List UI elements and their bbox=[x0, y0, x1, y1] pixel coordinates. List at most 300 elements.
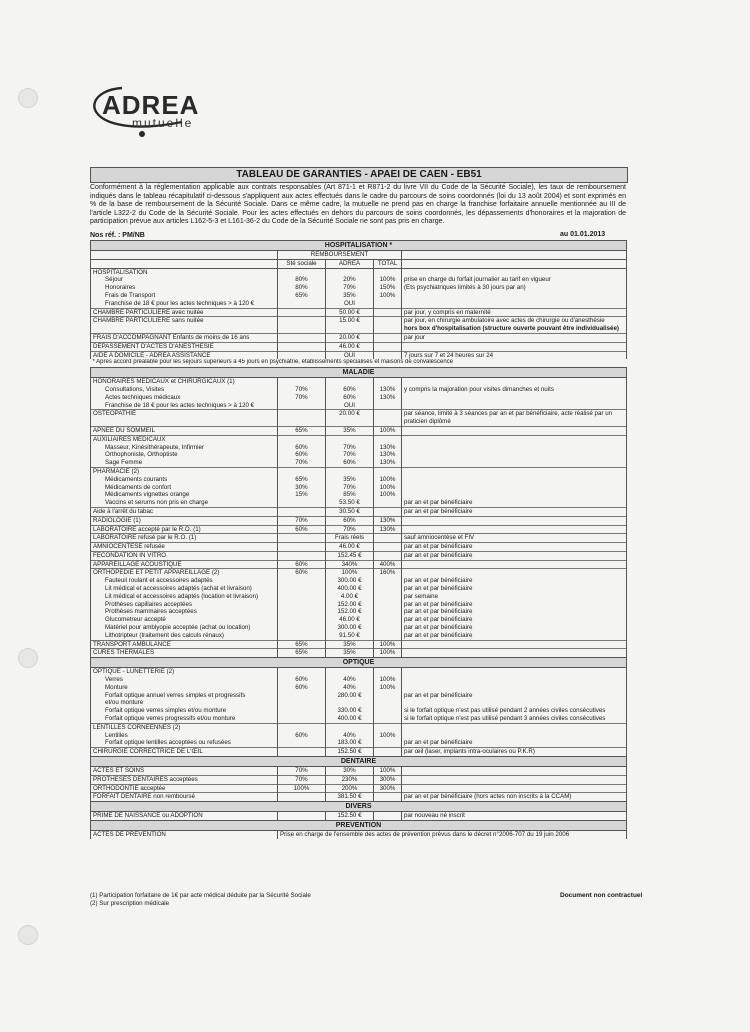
row-comment bbox=[402, 426, 627, 435]
total-rate: 100% bbox=[374, 276, 402, 284]
row-label: PRIME DE NAISSANCE ou ADOPTION bbox=[91, 812, 278, 821]
table-row bbox=[91, 616, 627, 624]
secu-rate bbox=[278, 378, 326, 386]
row-label: Aide à l'arrêt du tabac bbox=[91, 507, 278, 516]
adrea-rate: 20.00 € bbox=[326, 333, 374, 342]
row-comment bbox=[402, 775, 627, 784]
total-rate bbox=[374, 699, 402, 707]
secu-rate bbox=[278, 608, 326, 616]
adrea-rate: Frais réels bbox=[326, 534, 374, 543]
section-label: DENTAIRE bbox=[91, 757, 627, 767]
row-label: Matériel pour amblyopie acceptée (achat ou location) bbox=[91, 624, 278, 632]
row-label: APPAREILLAGE ACOUSTIQUE bbox=[91, 560, 278, 569]
secu-rate bbox=[278, 699, 326, 707]
secu-rate: 80% bbox=[278, 284, 326, 292]
punch-hole-bottom bbox=[18, 925, 38, 945]
row-comment: par an et par bénéficiaire bbox=[402, 616, 627, 624]
total-rate bbox=[374, 378, 402, 386]
row-comment bbox=[402, 640, 627, 649]
row-label: Franchise de 18 € pour les actes techniques > à 120 € bbox=[91, 402, 278, 410]
row-comment: (Ets psychiatriques limités à 30 jours par an) bbox=[402, 284, 627, 292]
total-rate bbox=[374, 351, 402, 359]
adrea-rate: 400.00 € bbox=[326, 585, 374, 593]
secu-rate bbox=[278, 739, 326, 747]
table-row bbox=[91, 723, 627, 731]
total-rate: 100% bbox=[374, 640, 402, 649]
row-label: Forfait optique verres progressifs et/ou monture bbox=[91, 715, 278, 723]
adrea-rate: 30.50 € bbox=[326, 507, 374, 516]
adrea-rate: 280.00 € bbox=[326, 692, 374, 700]
secu-rate bbox=[278, 308, 326, 317]
adrea-rate: 230% bbox=[326, 775, 374, 784]
table-row bbox=[91, 333, 627, 342]
row-comment bbox=[402, 268, 627, 276]
logo-subtitle: mutuelle bbox=[132, 116, 194, 130]
table-row bbox=[91, 640, 627, 649]
adrea-rate: 40% bbox=[326, 684, 374, 692]
adrea-rate bbox=[326, 723, 374, 731]
secu-rate: 70% bbox=[278, 459, 326, 467]
adrea-rate: ADREA bbox=[326, 259, 374, 268]
table-row bbox=[91, 775, 627, 784]
table-row bbox=[91, 649, 627, 658]
row-comment bbox=[402, 476, 627, 484]
total-rate bbox=[374, 418, 402, 426]
row-label: Franchise de 18 € pour les actes techniques > à 120 € bbox=[91, 300, 278, 308]
table-row bbox=[91, 459, 627, 467]
table-row bbox=[91, 426, 627, 435]
row-comment: prise en charge du forfait journalier au tarif en vigueur bbox=[402, 276, 627, 284]
adrea-rate: 152.50 € bbox=[326, 812, 374, 821]
adrea-rate: 152.00 € bbox=[326, 601, 374, 609]
secu-rate bbox=[278, 325, 326, 333]
section-header bbox=[91, 757, 627, 767]
table-row bbox=[91, 491, 627, 499]
table-row bbox=[91, 516, 627, 525]
adrea-rate: 30% bbox=[326, 767, 374, 776]
table-note bbox=[91, 359, 627, 367]
page-title: TABLEAU DE GARANTIES - APAEI DE CAEN - EB51 bbox=[90, 167, 628, 183]
table-row bbox=[91, 410, 627, 418]
secu-rate bbox=[278, 812, 326, 821]
total-rate bbox=[374, 317, 402, 325]
secu-rate: 70% bbox=[278, 775, 326, 784]
adrea-rate: 4.00 € bbox=[326, 593, 374, 601]
table-row bbox=[91, 732, 627, 740]
row-label: Forfait optique verres simples et/ou monture bbox=[91, 707, 278, 715]
secu-rate bbox=[278, 268, 326, 276]
row-comment: par œil (laser, implants intra-oculaires ou P.K.R) bbox=[402, 748, 627, 757]
total-rate bbox=[374, 616, 402, 624]
total-rate bbox=[374, 739, 402, 747]
adrea-rate: 152.45 € bbox=[326, 551, 374, 560]
total-rate bbox=[374, 793, 402, 802]
row-comment bbox=[402, 459, 627, 467]
total-rate bbox=[374, 300, 402, 308]
row-comment: y compris la majoration pour visites dimanches et nuits bbox=[402, 386, 627, 394]
row-label bbox=[91, 251, 278, 260]
section-label: OPTIQUE bbox=[91, 658, 627, 668]
adrea-rate: 152.50 € bbox=[326, 748, 374, 757]
total-rate bbox=[374, 410, 402, 418]
secu-rate bbox=[278, 507, 326, 516]
table-row bbox=[91, 585, 627, 593]
adrea-rate bbox=[326, 268, 374, 276]
table-row bbox=[91, 386, 627, 394]
row-label: Glucometreur accepté bbox=[91, 616, 278, 624]
total-rate bbox=[374, 668, 402, 676]
secu-rate: 30% bbox=[278, 484, 326, 492]
row-label: DEPASSEMENT D'ACTES D'ANESTHESIE bbox=[91, 342, 278, 351]
adrea-rate: 60% bbox=[326, 459, 374, 467]
row-label: Vaccins et serums non pris en charge bbox=[91, 499, 278, 507]
total-rate bbox=[374, 692, 402, 700]
row-comment bbox=[402, 676, 627, 684]
total-rate: 100% bbox=[374, 649, 402, 658]
row-label: FORFAIT DENTAIRE non remboursé bbox=[91, 793, 278, 802]
total-rate bbox=[374, 333, 402, 342]
total-rate: 100% bbox=[374, 426, 402, 435]
total-rate: 100% bbox=[374, 292, 402, 300]
row-comment: par jour, y compris en maternité bbox=[402, 308, 627, 317]
table-row bbox=[91, 767, 627, 776]
row-comment bbox=[402, 484, 627, 492]
secu-rate: 15% bbox=[278, 491, 326, 499]
row-comment: par an et par bénéficiaire bbox=[402, 692, 627, 700]
table-row bbox=[91, 525, 627, 534]
section-header bbox=[91, 658, 627, 668]
adrea-rate: 70% bbox=[326, 451, 374, 459]
row-label: Orthophoniste, Orthoptiste bbox=[91, 451, 278, 459]
adrea-rate: 70% bbox=[326, 484, 374, 492]
row-comment bbox=[402, 259, 627, 268]
section-header bbox=[91, 802, 627, 812]
row-comment bbox=[402, 451, 627, 459]
secu-rate bbox=[278, 715, 326, 723]
row-comment: par an et par bénéficiaire bbox=[402, 632, 627, 640]
secu-rate: 60% bbox=[278, 451, 326, 459]
adrea-rate: 60% bbox=[326, 386, 374, 394]
row-comment: par an et par bénéficiaire bbox=[402, 585, 627, 593]
row-comment bbox=[402, 784, 627, 793]
adrea-rate: 330.00 € bbox=[326, 707, 374, 715]
adrea-rate: 60% bbox=[326, 516, 374, 525]
table-row bbox=[91, 577, 627, 585]
adrea-rate: 35% bbox=[326, 292, 374, 300]
table-row bbox=[91, 378, 627, 386]
secu-rate bbox=[278, 668, 326, 676]
secu-rate: 60% bbox=[278, 732, 326, 740]
footnote-2: (2) Sur prescription médicale bbox=[90, 899, 170, 907]
table-row bbox=[91, 284, 627, 292]
table-row bbox=[91, 608, 627, 616]
footnotes bbox=[90, 892, 311, 907]
adrea-rate: 70% bbox=[326, 525, 374, 534]
total-rate: 100% bbox=[374, 491, 402, 499]
secu-rate: 60% bbox=[278, 444, 326, 452]
total-rate: 160% bbox=[374, 569, 402, 577]
row-comment bbox=[402, 560, 627, 569]
row-comment bbox=[402, 569, 627, 577]
row-comment bbox=[402, 292, 627, 300]
adrea-rate: OUI bbox=[326, 402, 374, 410]
punch-hole-top bbox=[18, 88, 38, 108]
secu-rate bbox=[278, 534, 326, 543]
table-row bbox=[91, 676, 627, 684]
row-comment: par an et par bénéficiaire bbox=[402, 608, 627, 616]
total-rate bbox=[374, 507, 402, 516]
total-rate: 100% bbox=[374, 676, 402, 684]
table-row bbox=[91, 632, 627, 640]
row-comment: par an et par bénéficiaire bbox=[402, 543, 627, 552]
secu-rate bbox=[278, 632, 326, 640]
table-row bbox=[91, 435, 627, 443]
adrea-rate: 152.00 € bbox=[326, 608, 374, 616]
table-row bbox=[91, 451, 627, 459]
row-comment bbox=[402, 516, 627, 525]
secu-rate: 70% bbox=[278, 767, 326, 776]
adrea-rate: 300.00 € bbox=[326, 577, 374, 585]
row-comment: par an et par bénéficiaire bbox=[402, 499, 627, 507]
total-rate bbox=[374, 748, 402, 757]
secu-rate bbox=[278, 410, 326, 418]
table-row bbox=[91, 402, 627, 410]
adrea-rate: 40% bbox=[326, 732, 374, 740]
total-rate: 100% bbox=[374, 732, 402, 740]
secu-rate bbox=[278, 585, 326, 593]
adrea-rate: 20.00 € bbox=[326, 410, 374, 418]
secu-rate bbox=[278, 601, 326, 609]
adrea-rate: 183.00 € bbox=[326, 739, 374, 747]
total-rate bbox=[374, 435, 402, 443]
table-row bbox=[91, 551, 627, 560]
table-row bbox=[91, 739, 627, 747]
row-label: Lit médical et accessoires adaptés (achat et livraison) bbox=[91, 585, 278, 593]
table-row bbox=[91, 560, 627, 569]
table-row bbox=[91, 543, 627, 552]
row-label: OPTIQUE - LUNETTERIE (2) bbox=[91, 668, 278, 676]
row-label: Consultations, Visites bbox=[91, 386, 278, 394]
row-label: CURES THERMALES bbox=[91, 649, 278, 658]
total-rate: 130% bbox=[374, 525, 402, 534]
row-comment: par nouveau né inscrit bbox=[402, 812, 627, 821]
total-rate: 100% bbox=[374, 476, 402, 484]
total-rate: 100% bbox=[374, 484, 402, 492]
table-row bbox=[91, 534, 627, 543]
total-rate: 130% bbox=[374, 451, 402, 459]
total-rate bbox=[374, 551, 402, 560]
section-label: PREVENTION bbox=[91, 821, 627, 831]
secu-rate bbox=[278, 793, 326, 802]
row-label: TRANSPORT AMBULANCE bbox=[91, 640, 278, 649]
adrea-rate bbox=[326, 699, 374, 707]
secu-rate: 60% bbox=[278, 569, 326, 577]
row-comment: si le forfait optique n'est pas utilisé pendant 2 années civiles consécutives bbox=[402, 707, 627, 715]
row-label: Fauteuil roulant et accessoires adaptés bbox=[91, 577, 278, 585]
row-comment: par an et par bénéficiaire bbox=[402, 507, 627, 516]
row-label: Honoraires bbox=[91, 284, 278, 292]
row-comment bbox=[402, 525, 627, 534]
table-row bbox=[91, 748, 627, 757]
row-label: Masseur, Kinésithérapeute, Infirmier bbox=[91, 444, 278, 452]
row-label: Forfait optique lentilles acceptées ou refusées bbox=[91, 739, 278, 747]
row-comment: par an et par bénéficiaire bbox=[402, 624, 627, 632]
row-label: HOSPITALISATION bbox=[91, 268, 278, 276]
adrea-rate: 35% bbox=[326, 476, 374, 484]
total-rate bbox=[374, 624, 402, 632]
row-comment bbox=[402, 444, 627, 452]
table-row bbox=[91, 268, 627, 276]
table-row bbox=[91, 507, 627, 516]
row-label: APNEE DU SOMMEIL bbox=[91, 426, 278, 435]
adrea-rate: 70% bbox=[326, 284, 374, 292]
adrea-rate: 35% bbox=[326, 649, 374, 658]
row-comment bbox=[402, 723, 627, 731]
row-label: OSTEOPATHIE bbox=[91, 410, 278, 418]
row-label: Sage Femme bbox=[91, 459, 278, 467]
adrea-rate bbox=[326, 435, 374, 443]
table-row bbox=[91, 292, 627, 300]
adrea-rate: 100% bbox=[326, 569, 374, 577]
table-row bbox=[91, 300, 627, 308]
secu-rate bbox=[278, 499, 326, 507]
row-label: CHAMBRE PARTICULIERE avec nuitée bbox=[91, 308, 278, 317]
total-rate: 400% bbox=[374, 560, 402, 569]
row-comment bbox=[402, 668, 627, 676]
total-rate: 130% bbox=[374, 386, 402, 394]
total-rate bbox=[374, 467, 402, 475]
adrea-logo bbox=[82, 82, 222, 142]
secu-rate: 100% bbox=[278, 784, 326, 793]
intro-paragraph: Conformément à la réglementation applicable aux contrats responsables (Art 871-1 et R871-2 du livre VII du Code de la Sécurité Sociale), les taux de remboursement indiqués dans le tableau récapitulatif ci-dessous s'appliquent aux actes effectués dans le cadre du parcours de soins coordonnés (loi du 13 août 2004) et sont exprimés en % de la base de remboursement de la Sécurité Sociale. Dans ce même cadre, la mutuelle ne prend pas en charge la franchise forfaitaire annuelle mentionnée au III de l'article L322-2 du Code de la Sécurité Sociale. Pour les actes effectués en dehors du parcours de soins coordonnés, les dépassements d'honoraires et la majoration de participation prévue aux articles L162-5-3 et L161-36-2 du Code de la Sécurité Sociale ne sont pas pris en charge. bbox=[90, 184, 626, 226]
row-label: PROTHESES DENTAIRES acceptées bbox=[91, 775, 278, 784]
adrea-rate: 50.00 € bbox=[326, 308, 374, 317]
table-row bbox=[91, 444, 627, 452]
punch-hole-middle bbox=[18, 648, 38, 668]
secu-rate: 65% bbox=[278, 476, 326, 484]
note-text: * Après accord préalable pour les séjours supérieurs à 45 jours en psychiatrie, établissements spécialisés et maisons de convalescence bbox=[92, 359, 454, 366]
secu-rate: 65% bbox=[278, 640, 326, 649]
row-comment bbox=[402, 342, 627, 351]
row-comment: si le forfait optique n'est pas utilisé pendant 3 années civiles consécutives bbox=[402, 715, 627, 723]
row-comment: par an et par bénéficiaire bbox=[402, 601, 627, 609]
row-label bbox=[91, 259, 278, 268]
table-row bbox=[91, 684, 627, 692]
total-rate bbox=[374, 632, 402, 640]
secu-rate bbox=[278, 624, 326, 632]
adrea-rate: 46.00 € bbox=[326, 342, 374, 351]
row-comment: par semaine bbox=[402, 593, 627, 601]
row-label: FRAIS D'ACCOMPAGNANT Enfants de moins de 16 ans bbox=[91, 333, 278, 342]
adrea-rate: 35% bbox=[326, 426, 374, 435]
secu-rate bbox=[278, 692, 326, 700]
secu-rate: 65% bbox=[278, 426, 326, 435]
row-comment: sauf amniocentèse et FIV bbox=[402, 534, 627, 543]
table-row bbox=[91, 699, 627, 707]
total-rate bbox=[374, 499, 402, 507]
row-comment bbox=[402, 767, 627, 776]
row-comment: Prise en charge de l'ensemble des actes de prévention prévus dans le décret n°2006-707 du 19 juin 2006 bbox=[278, 831, 627, 839]
adrea-rate: 60% bbox=[326, 394, 374, 402]
row-label: ACTES DE PREVENTION bbox=[91, 831, 278, 839]
row-label: Médicaments courants bbox=[91, 476, 278, 484]
section-header bbox=[91, 821, 627, 831]
adrea-rate bbox=[326, 418, 374, 426]
row-label: ORTHODONTIE acceptée bbox=[91, 784, 278, 793]
row-comment: par séance, limité à 3 séances par an et par bénéficiaire, acte réalisé par un bbox=[402, 410, 627, 418]
table-row bbox=[91, 476, 627, 484]
section-label: HOSPITALISATION * bbox=[91, 241, 627, 251]
secu-rate bbox=[278, 467, 326, 475]
secu-rate: 60% bbox=[278, 525, 326, 534]
secu-rate: 70% bbox=[278, 394, 326, 402]
row-comment: par jour, en chirurgie ambulatoire avec actes de chirurgie ou d'anesthésie bbox=[402, 317, 627, 325]
adrea-rate: OUI bbox=[326, 300, 374, 308]
row-label: Prothèses capillaires acceptées bbox=[91, 601, 278, 609]
non-contractual-notice: Document non contractuel bbox=[560, 892, 643, 899]
secu-rate: 60% bbox=[278, 684, 326, 692]
footnote-1: (1) Participation forfaitaire de 1€ par acte médical déduite par la Sécurité Sociale bbox=[90, 892, 311, 899]
row-label: Monture bbox=[91, 684, 278, 692]
row-label: ACTES ET SOINS bbox=[91, 767, 278, 776]
row-label: Actes techniques médicaux bbox=[91, 394, 278, 402]
row-comment bbox=[402, 491, 627, 499]
adrea-rate: 15.00 € bbox=[326, 317, 374, 325]
row-comment bbox=[402, 394, 627, 402]
row-comment bbox=[402, 699, 627, 707]
total-rate: 130% bbox=[374, 394, 402, 402]
column-header-row bbox=[91, 251, 627, 260]
row-comment bbox=[402, 649, 627, 658]
row-label: AIDE A DOMICILE - ADREA ASSISTANCE bbox=[91, 351, 278, 359]
row-comment bbox=[402, 378, 627, 386]
total-rate bbox=[374, 608, 402, 616]
table-row bbox=[91, 351, 627, 359]
total-rate: 130% bbox=[374, 516, 402, 525]
row-label: Lithotripteur (traitement des calculs rénaux) bbox=[91, 632, 278, 640]
row-label: RADIOLOGIE (1) bbox=[91, 516, 278, 525]
total-rate bbox=[374, 601, 402, 609]
secu-rate bbox=[278, 616, 326, 624]
total-rate bbox=[374, 715, 402, 723]
row-label: Lit médical et accessoires adaptés (location et livraison) bbox=[91, 593, 278, 601]
column-header-row bbox=[91, 259, 627, 268]
section-header bbox=[91, 368, 627, 378]
table-row bbox=[91, 499, 627, 507]
row-label: LABORATOIRE refusé par le R.O. (1) bbox=[91, 534, 278, 543]
total-rate: 300% bbox=[374, 784, 402, 793]
table-row bbox=[91, 484, 627, 492]
total-rate bbox=[374, 308, 402, 317]
adrea-rate: 46.00 € bbox=[326, 543, 374, 552]
table-row bbox=[91, 394, 627, 402]
table-row bbox=[91, 325, 627, 333]
adrea-rate bbox=[326, 668, 374, 676]
total-rate bbox=[374, 325, 402, 333]
table-row bbox=[91, 317, 627, 325]
secu-rate bbox=[278, 723, 326, 731]
row-comment: par an et par bénéficiaire bbox=[402, 551, 627, 560]
table-row bbox=[91, 624, 627, 632]
table-row bbox=[91, 692, 627, 700]
row-comment bbox=[402, 684, 627, 692]
adrea-rate: 40% bbox=[326, 676, 374, 684]
table-row bbox=[91, 707, 627, 715]
adrea-rate: 381.50 € bbox=[326, 793, 374, 802]
section-label: MALADIE bbox=[91, 368, 627, 378]
table-row bbox=[91, 418, 627, 426]
row-comment bbox=[402, 402, 627, 410]
